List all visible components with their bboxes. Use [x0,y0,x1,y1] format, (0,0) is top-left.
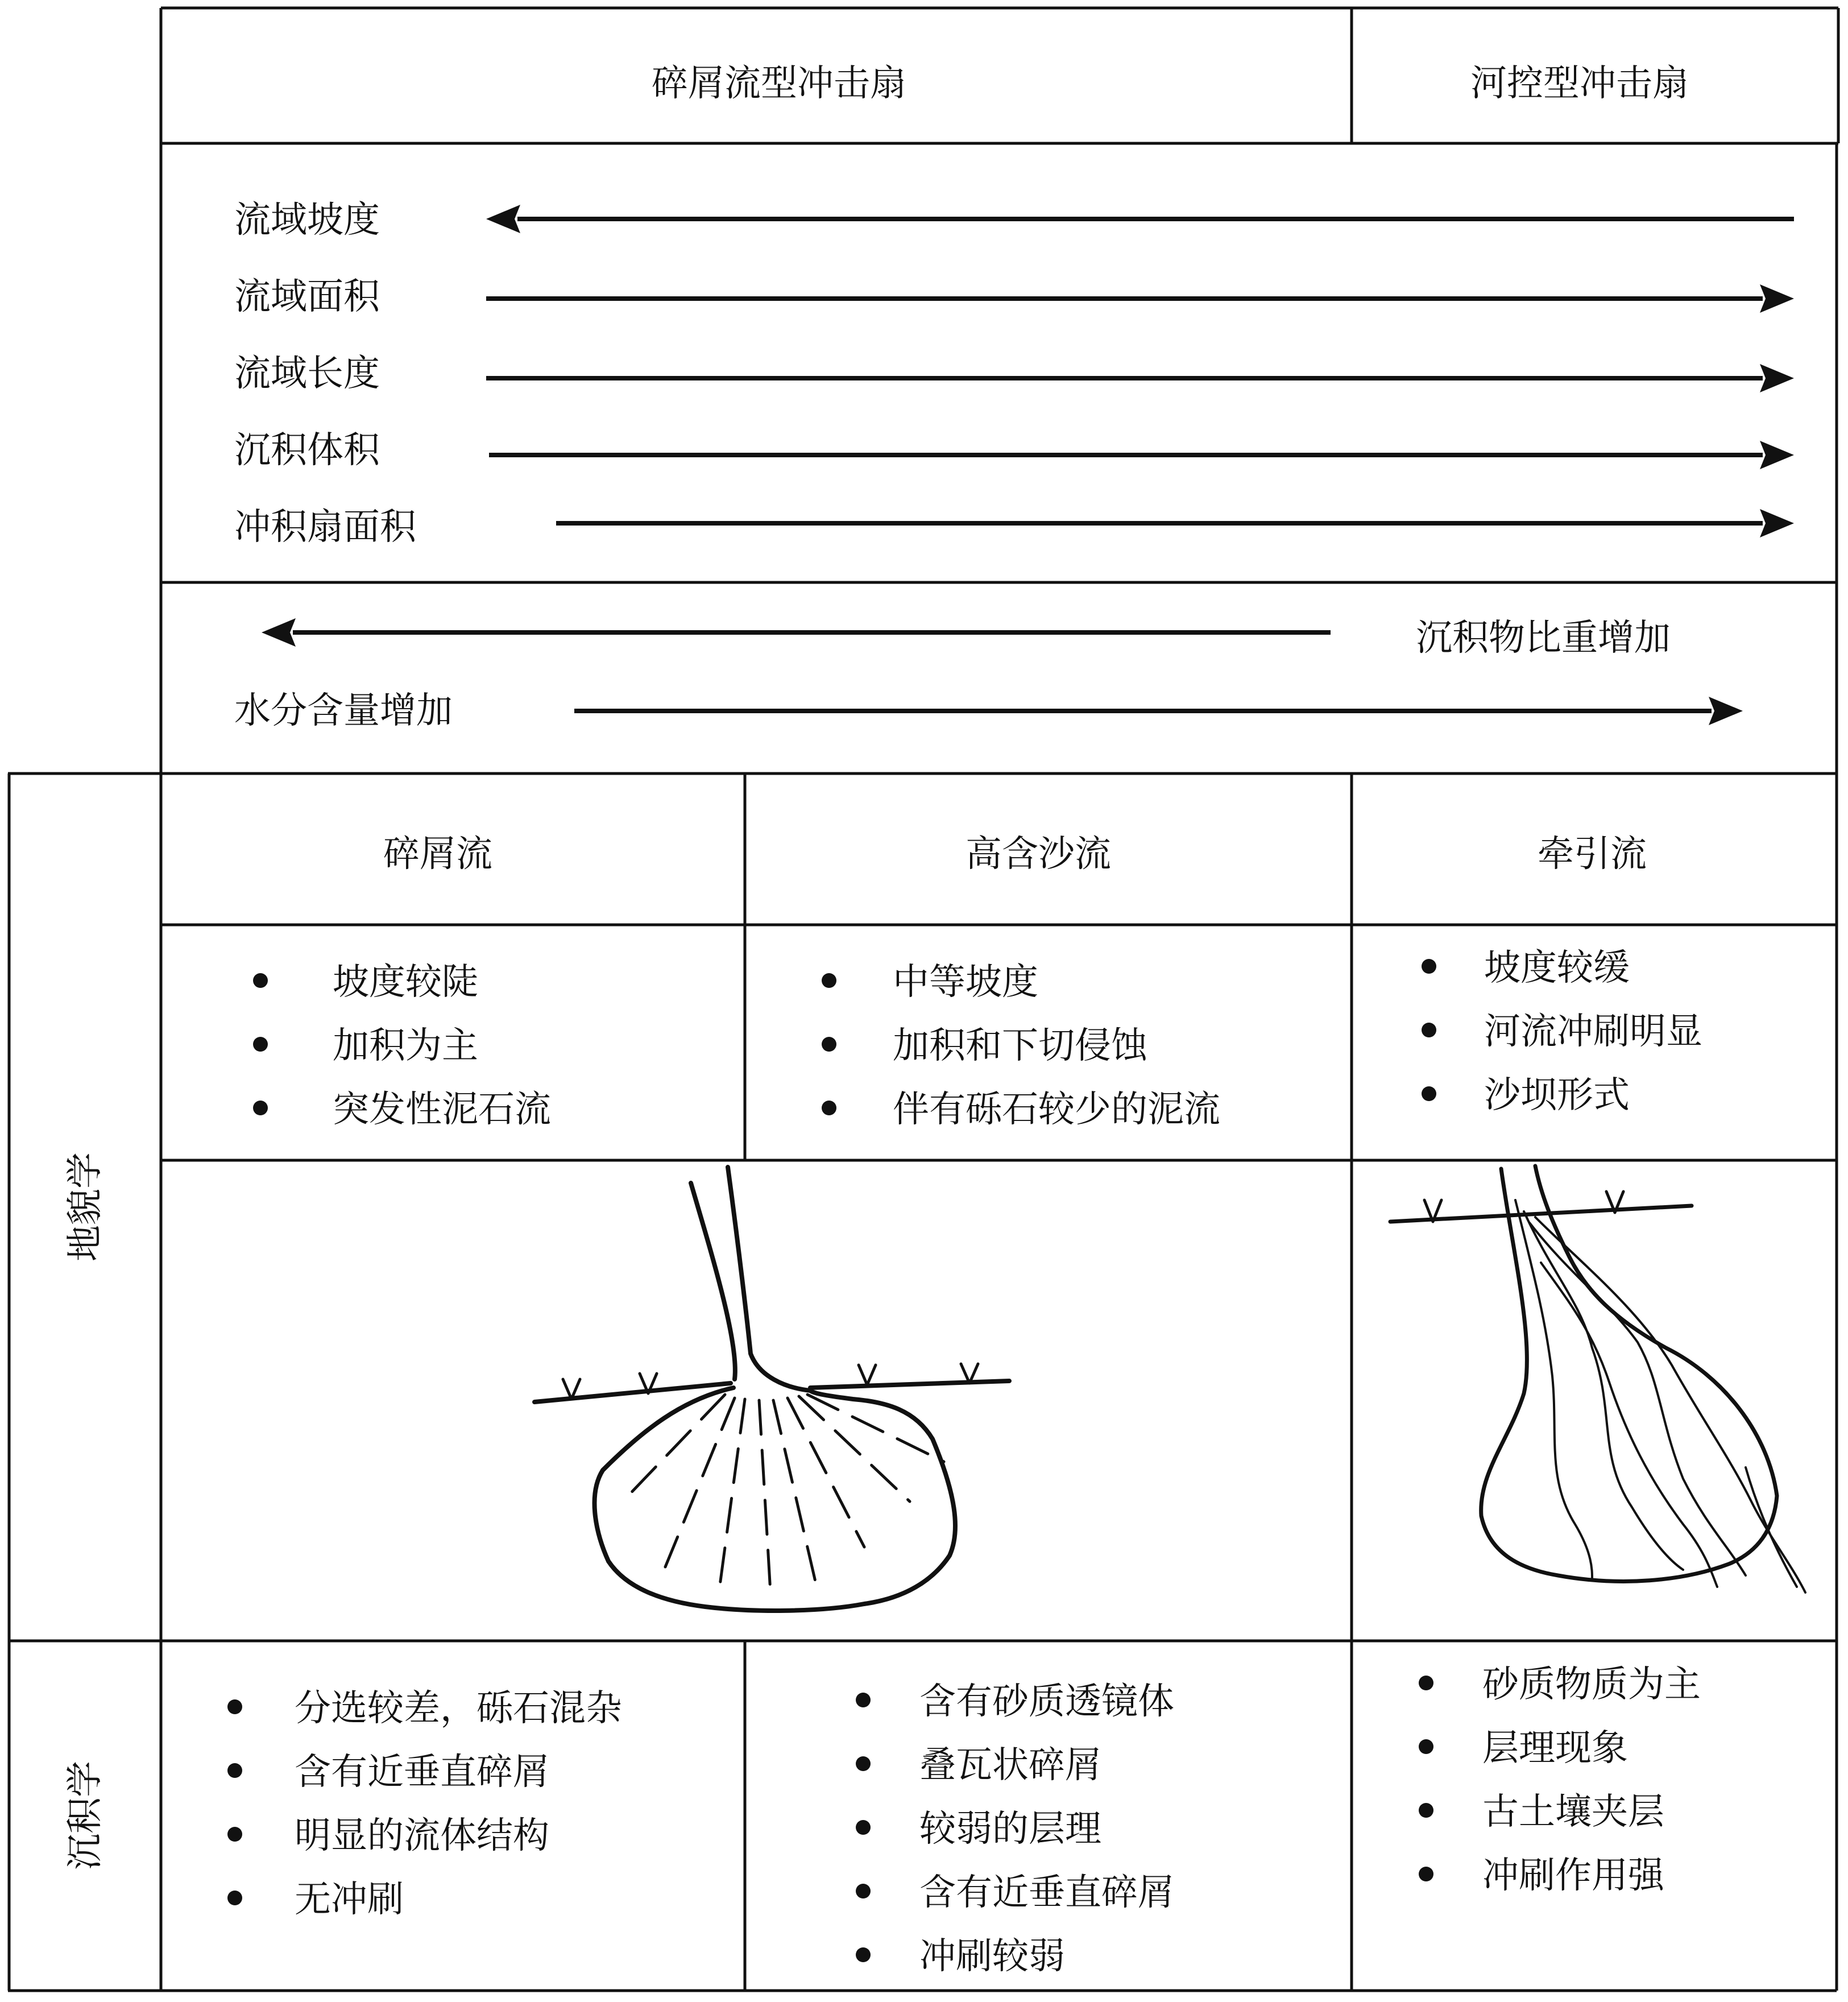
label-sediment-volume: 沉积体积 [234,429,380,471]
hyperconcentrated-flow-header: 高含沙流 [966,833,1111,875]
label-density-increase: 沉积物比重增加 [1416,617,1671,659]
bullet-icon [227,1891,242,1905]
bullet-icon [856,1756,871,1771]
label-basin-area: 流域面积 [234,276,380,318]
bullet-icon [227,1763,242,1778]
bullet-icon [227,1827,242,1842]
bullet-icon [1419,1739,1433,1754]
label-water-increase: 水分含量增加 [234,690,453,732]
bullet-icon [1419,1676,1433,1690]
bullet-icon [856,1693,871,1707]
debris-flow-header: 碎屑流 [383,833,492,875]
debris-fan-header: 碎屑流型冲击扇 [652,63,906,105]
river-fan-sketch [1390,1166,1805,1592]
label-basin-length: 流域长度 [234,353,380,395]
sedimentology-label: 沉积学 [64,1761,106,1870]
bullet-icon [1419,1803,1433,1818]
bullet-icon [856,1820,871,1835]
debris-fan-sketch [534,1167,1009,1611]
bullet-icon [227,1699,242,1714]
label-basin-slope: 流域坡度 [234,199,380,241]
bullet-icon [856,1947,871,1962]
bullet-icon [1419,1867,1433,1881]
river-fan-header: 河控型冲击扇 [1470,63,1689,105]
bullet-icon [856,1884,871,1898]
geomorphology-label: 地貌学 [64,1152,106,1261]
label-fan-area: 冲积扇面积 [234,506,416,548]
traction-flow-header: 牵引流 [1538,833,1647,875]
